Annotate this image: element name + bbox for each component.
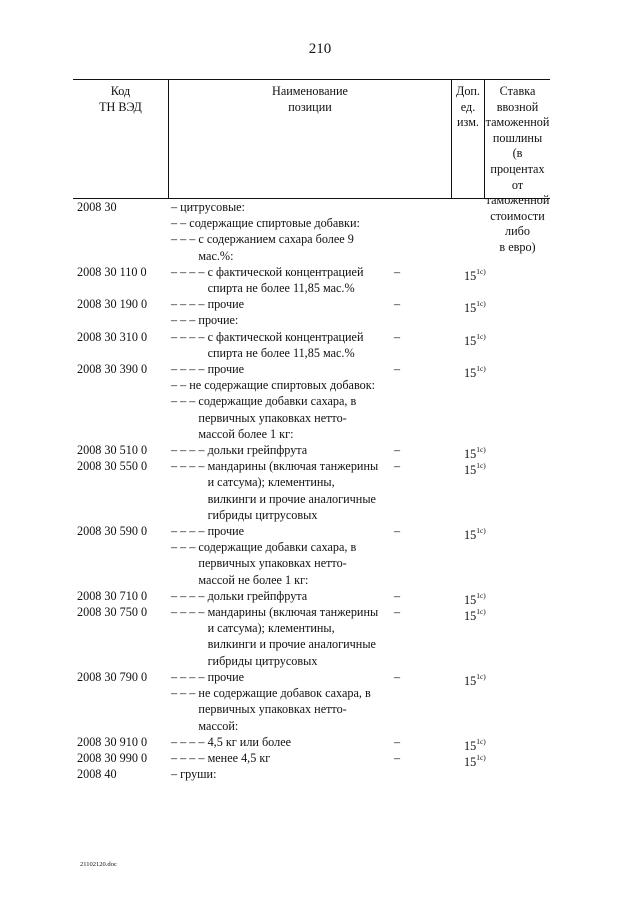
row-code: 2008 30 790 0	[77, 669, 148, 684]
row-dash-prefix: – – – –	[171, 443, 208, 458]
row-code: 2008 30	[77, 200, 117, 214]
row-dash-prefix: – – – –	[171, 605, 208, 620]
row-dash-prefix: – –	[171, 216, 190, 231]
row-unit: –	[394, 362, 401, 377]
rate-footnote: 1с)	[476, 461, 486, 471]
row-dash-prefix: –	[171, 767, 181, 782]
table-row	[0, 393, 640, 442]
footer-filename: 21102120.doc	[80, 861, 117, 868]
row-unit: –	[394, 459, 401, 474]
rate-footnote: 1с)	[476, 445, 486, 455]
row-unit: –	[394, 734, 401, 749]
row-description	[171, 604, 381, 669]
row-name: прочие	[207, 362, 245, 377]
row-code: 2008 30 550 0	[77, 459, 148, 474]
row-dash-prefix: – – – –	[171, 329, 208, 344]
table-row	[0, 669, 640, 688]
table-row	[0, 199, 640, 215]
row-description	[171, 393, 381, 442]
rate-value: 15	[464, 609, 477, 624]
row-dash-prefix: – – –	[171, 313, 199, 328]
row-name: прочие:	[198, 313, 239, 328]
row-code: 2008 30 390 0	[77, 362, 148, 377]
row-dash-prefix: – – – –	[171, 297, 208, 312]
row-name: содержащие спиртовые добавки:	[189, 216, 360, 231]
rate-value: 15	[464, 738, 477, 753]
row-description	[171, 199, 381, 215]
table-row	[0, 312, 640, 328]
row-name: не содержащие спиртовых добавок:	[189, 378, 376, 393]
row-description	[171, 685, 381, 734]
rate-footnote: 1с)	[476, 331, 486, 341]
rate-value: 15	[464, 268, 477, 283]
row-code: 2008 30 710 0	[77, 588, 148, 603]
row-description	[171, 361, 381, 377]
row-description	[171, 215, 381, 231]
row-dash-prefix: – – –	[171, 394, 199, 409]
table-row	[0, 215, 640, 231]
row-code: 2008 30 310 0	[77, 329, 148, 344]
rate-value: 15	[464, 754, 477, 769]
table-row	[0, 231, 640, 263]
row-description	[171, 458, 381, 523]
table-row	[0, 685, 640, 734]
row-name: цитрусовые:	[180, 200, 245, 214]
row-description	[171, 750, 381, 766]
table-body	[0, 199, 640, 782]
row-rate	[464, 458, 486, 478]
row-description	[171, 539, 381, 588]
row-dash-prefix: – – –	[171, 686, 199, 701]
row-name: содержащие добавки сахара, в первичных упаковках нетто-массой не более 1 кг:	[198, 540, 357, 587]
rate-footnote: 1с)	[476, 736, 486, 746]
row-description	[171, 377, 381, 393]
row-unit: –	[394, 297, 401, 312]
row-code: 2008 30 990 0	[77, 750, 148, 765]
row-name: мандарины (включая танжерины и сатсума); клементины, вилкинги и прочие аналогичные гибриды цитрусовых	[207, 459, 379, 522]
row-code: 2008 30 190 0	[77, 297, 148, 312]
row-name: прочие	[207, 669, 245, 684]
row-name: 4,5 кг или более	[207, 734, 292, 749]
row-dash-prefix: – – – –	[171, 750, 208, 765]
row-dash-prefix: – – – –	[171, 264, 208, 279]
row-dash-prefix: – – –	[171, 540, 199, 555]
row-description	[171, 588, 381, 604]
row-name: с фактической концентрацией спирта не более 11,85 мас.%	[207, 329, 364, 360]
table-row	[0, 750, 640, 769]
row-unit: –	[394, 605, 401, 620]
table-row	[0, 361, 640, 381]
header-name: Наименование позиции	[272, 84, 348, 114]
row-code: 2008 30 910 0	[77, 734, 148, 749]
table-row	[0, 588, 640, 607]
row-unit: –	[394, 750, 401, 765]
table-row	[0, 604, 640, 669]
rate-value: 15	[464, 463, 477, 478]
row-name: с фактической концентрацией спирта не более 11,85 мас.%	[207, 264, 364, 296]
rate-footnote: 1с)	[476, 752, 486, 762]
table-row	[0, 296, 640, 316]
row-name: мандарины (включая танжерины и сатсума); клементины, вилкинги и прочие аналогичные гибриды цитрусовых	[207, 605, 379, 668]
row-description	[171, 442, 381, 458]
row-code: 2008 30 590 0	[77, 524, 148, 539]
row-description	[171, 734, 381, 750]
row-description	[171, 312, 381, 328]
row-unit: –	[394, 329, 401, 344]
row-description	[171, 231, 381, 263]
row-description	[171, 669, 381, 685]
row-dash-prefix: – – – –	[171, 362, 208, 377]
row-dash-prefix: – – –	[171, 232, 199, 247]
page-number: 210	[308, 41, 332, 57]
rate-footnote: 1с)	[476, 526, 486, 536]
table-row	[0, 766, 640, 782]
table-row	[0, 523, 640, 543]
rate-value: 15	[464, 673, 477, 688]
row-name: дольки грейпфрута	[207, 443, 308, 458]
row-dash-prefix: – – – –	[171, 588, 208, 603]
rate-value: 15	[464, 333, 477, 348]
row-name: содержащие добавки сахара, в первичных упаковках нетто-массой более 1 кг:	[198, 394, 357, 441]
row-description	[171, 766, 381, 782]
table-row	[0, 458, 640, 523]
header-unit: Доп. ед. изм.	[456, 84, 480, 130]
rate-value: 15	[464, 592, 477, 607]
table-row	[0, 734, 640, 753]
row-unit: –	[394, 669, 401, 684]
row-name: прочие	[207, 524, 245, 539]
rate-value: 15	[464, 301, 477, 316]
row-rate	[464, 604, 486, 624]
row-rate	[464, 264, 486, 284]
row-name: с содержанием сахара более 9 мас.%:	[198, 232, 354, 263]
row-description	[171, 329, 381, 361]
rate-value: 15	[464, 447, 477, 462]
row-rate	[464, 329, 486, 349]
row-description	[171, 264, 381, 296]
row-unit: –	[394, 443, 401, 458]
row-description	[171, 296, 381, 312]
table-row	[0, 264, 640, 296]
row-name: прочие	[207, 297, 245, 312]
row-unit: –	[394, 524, 401, 539]
table-row	[0, 539, 640, 588]
row-dash-prefix: – – – –	[171, 669, 208, 684]
row-unit: –	[394, 588, 401, 603]
row-name: груши:	[180, 767, 217, 782]
table-row	[0, 329, 640, 361]
row-name: менее 4,5 кг	[207, 750, 271, 765]
rate-footnote: 1с)	[476, 299, 486, 309]
row-description	[171, 523, 381, 539]
row-code: 2008 30 510 0	[77, 443, 148, 458]
rate-footnote: 1с)	[476, 607, 486, 617]
rate-value: 15	[464, 366, 477, 381]
header-rate: Ставка ввозной таможенной пошлины (в процентах от таможенной стоимости либо в евро)	[485, 84, 550, 254]
row-name: не содержащие добавок сахара, в первичных упаковках нетто-массой:	[198, 686, 371, 733]
row-dash-prefix: – –	[171, 378, 190, 393]
table-row	[0, 442, 640, 462]
row-code: 2008 30 110 0	[77, 264, 147, 279]
row-unit: –	[394, 264, 401, 279]
row-dash-prefix: –	[171, 200, 181, 214]
row-dash-prefix: – – – –	[171, 459, 208, 474]
row-code: 2008 30 750 0	[77, 605, 148, 620]
rate-footnote: 1с)	[476, 671, 486, 681]
rate-footnote: 1с)	[476, 364, 486, 374]
rate-value: 15	[464, 528, 477, 543]
rate-footnote: 1с)	[476, 266, 486, 276]
row-dash-prefix: – – – –	[171, 734, 208, 749]
rate-footnote: 1с)	[476, 590, 486, 600]
row-code: 2008 40	[77, 767, 117, 782]
row-dash-prefix: – – – –	[171, 524, 208, 539]
row-name: дольки грейпфрута	[207, 588, 308, 603]
header-code: Код ТН ВЭД	[99, 84, 142, 114]
table-row	[0, 377, 640, 393]
